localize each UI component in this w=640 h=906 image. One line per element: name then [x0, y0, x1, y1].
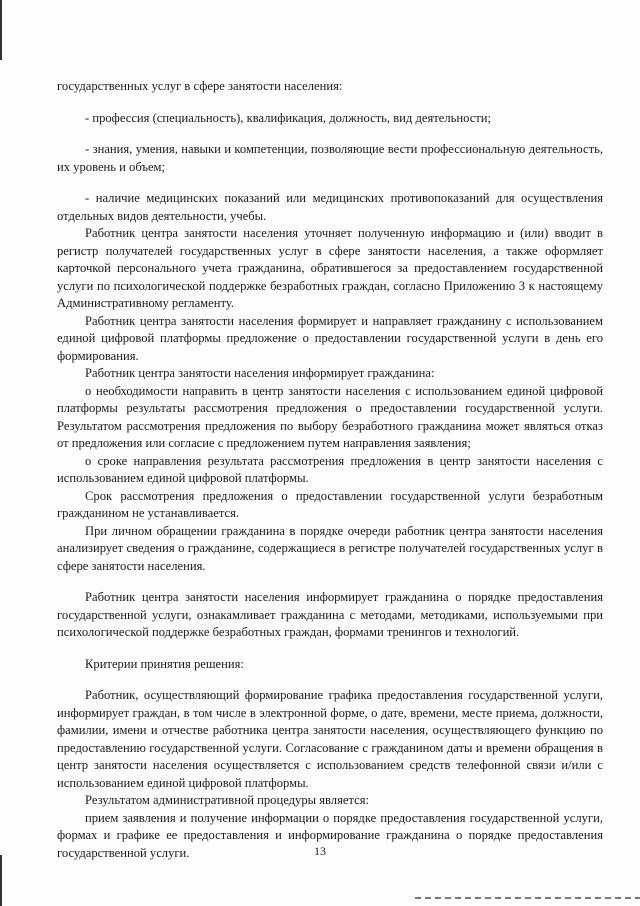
- list-item-profession: - профессия (специальность), квалификация, должность, вид деятельности;: [85, 110, 492, 125]
- paragraph-personal-visit: При личном обращении гражданина в порядке очереди работник центра занятости населения анализирует сведения о гражданине, содержащиеся в регистре получателей государственных услуг в сфере занятости населения.: [57, 523, 603, 573]
- paragraph-schedule: Работник, осуществляющий формирование графика предоставления государственной услуги, информирует граждан, в том числе в электронной форме, о дате, времени, месте приема, должности, фамилии, имени и отчестве работника центра занятости населения, осуществляющего функцию по предоставлению государственной услуги. Согласование с гражданином даты и времени обращения в центр занятости населения осуществляется с использованием средств телефонной связи и/или с использованием единой цифровой платформы.: [57, 688, 603, 790]
- paragraph-offer: Работник центра занятости населения формирует и направляет гражданину с использованием единой цифровой платформы предложение о предоставлении государственной услуги в день его формирования.: [57, 313, 603, 363]
- paragraph-methods: Работник центра занятости населения информирует гражданина о порядке предоставления государственной услуги, ознакамливает гражданина с методами, методиками, используемыми при психологической поддержке безработных граждан, формами тренингов и технологий.: [57, 590, 603, 639]
- paragraph-deadline: о сроке направления результата рассмотрения предложения в центр занятости населения с использованием единой цифровой платформы.: [57, 453, 603, 485]
- list-item-skills: - знания, умения, навыки и компетенции, позволяющие вести профессиональную деятельность, их уровень и объем;: [57, 142, 603, 174]
- document-body: [57, 78, 603, 862]
- scan-edge-mark-bottom: [0, 855, 2, 906]
- paragraph-review-term: Срок рассмотрения предложения о предоставлении государственной услуги безработным гражданином не устанавливается.: [57, 488, 603, 520]
- scan-artifact: [415, 897, 640, 899]
- paragraph-register: Работник центра занятости населения уточняет полученную информацию и (или) вводит в регистр получателей государственных услуг в сфере занятости населения, а также оформляет карточкой персонального учета гражданина, обратившегося за предоставлением государственной услуги по психологической поддержке безработных граждан, согласно Приложению 3 к настоящему Административному регламенту.: [57, 226, 603, 310]
- scan-edge-mark-top: [0, 0, 2, 60]
- paragraph-result: прием заявления и получение информации о порядке предоставления государственной услуги, формах и графике ее предоставления и информирование гражданина о порядке предоставления государственной услуги.: [57, 810, 603, 860]
- paragraph-intro: государственных услуг в сфере занятости населения:: [57, 79, 343, 93]
- paragraph-result-heading: Результатом административной процедуры является:: [85, 793, 370, 807]
- page-number: 13: [314, 844, 326, 858]
- list-item-medical: - наличие медицинских показаний или медицинских противопоказаний для осуществления отдельных видов деятельности, учебы.: [57, 191, 603, 223]
- paragraph-criteria: Критерии принятия решения:: [85, 656, 244, 671]
- paragraph-informs: Работник центра занятости населения информирует гражданина:: [85, 366, 435, 380]
- paragraph-necessity: о необходимости направить в центр занятости населения с использованием единой цифровой платформы результаты рассмотрения предложения о предоставлении государственной услуги. Результатом рассмотрения предложения по выбору безработного гражданина может являться отказ от предложения или согласие с предложением путем направления заявления;: [57, 383, 603, 450]
